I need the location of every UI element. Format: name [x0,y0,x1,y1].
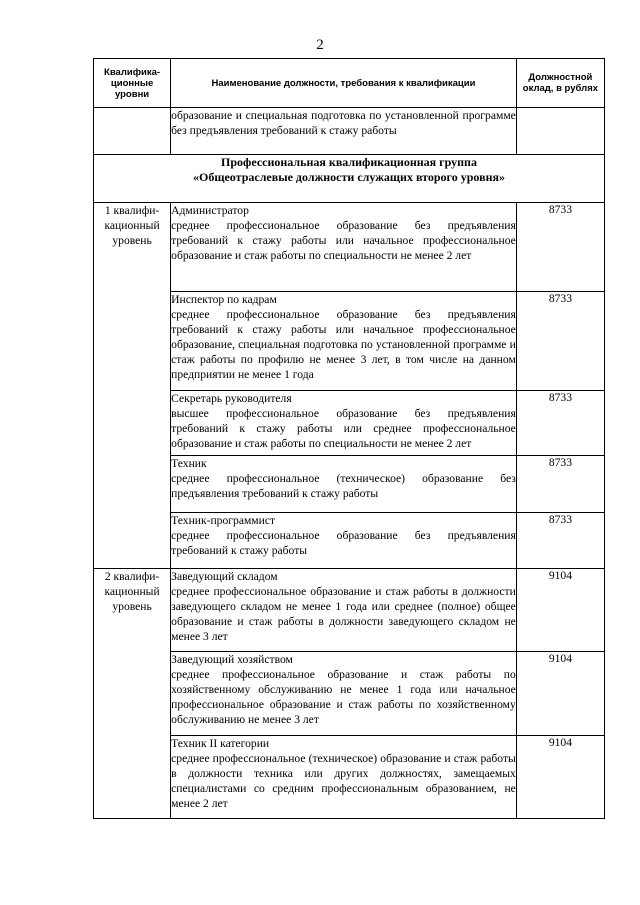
header-salary: Должностной оклад, в рублях [516,59,604,108]
level-1-label: 1 квалифи-кационный уровень [94,203,171,569]
page-number: 2 [316,37,324,53]
position-requirements: среднее профессиональное образование и стаж работы по хозяйственному обслуживанию не менее 1 года или начальное профессиональное образование и стаж работы по хозяйственному обслуживанию не менее 3 лет [171,668,516,726]
continuation-level-cell [94,108,171,155]
continuation-salary-cell [516,108,604,155]
salary-value: 8733 [516,391,604,456]
position-cell [171,736,517,819]
table-row [94,652,605,736]
position-cell [171,652,517,736]
position-title: Техник II категории [171,737,270,750]
continuation-text: образование и специальная подготовка по установленной программе без предъявления требований к стажу работы [171,108,517,155]
position-cell [171,456,517,513]
table-row [94,391,605,456]
table-row [94,569,605,652]
salary-value: 8733 [516,456,604,513]
header-qualification-levels: Квалифика-ционные уровни [94,59,171,108]
salary-value: 9104 [516,652,604,736]
position-cell [171,513,517,569]
table-row [94,736,605,819]
table-row [94,203,605,292]
position-cell [171,391,517,456]
position-title: Заведующий складом [171,570,278,583]
position-requirements: высшее профессиональное образование без предъявления требований к стажу работы или среднее профессиональное образование и стаж работы по специальности не менее 2 лет [171,407,516,450]
header-position-requirements: Наименование должности, требования к квалификации [171,59,517,108]
position-cell [171,569,517,652]
position-title: Заведующий хозяйством [171,653,293,666]
group-heading [94,155,605,203]
group-heading-line2: «Общеотраслевые должности служащих второго уровня» [193,170,505,184]
position-requirements: среднее профессиональное образование без предъявления требований к стажу работы или начальное профессиональное образование и стаж работы по специальности не менее 2 лет [171,219,516,262]
level-2-label: 2 квалифи-кационный уровень [94,569,171,819]
salary-value: 9104 [516,569,604,652]
position-requirements: среднее профессиональное (техническое) образование без предъявления требований к стажу работы [171,472,516,500]
position-title: Техник-программист [171,514,276,527]
group-heading-line1: Профессиональная квалификационная группа [221,155,477,169]
position-title: Администратор [171,204,249,217]
table-row [94,513,605,569]
position-cell [171,292,517,391]
group-heading-row [94,155,605,203]
salary-value: 8733 [516,513,604,569]
position-requirements: среднее профессиональное образование и стаж работы в должности заведующего складом не менее 1 года или среднее (полное) общее образование и стаж работы в должности заведующего складом не менее 3 лет [171,585,516,643]
qualification-table [93,58,605,819]
table-row [94,292,605,391]
position-requirements: среднее профессиональное образование без предъявления требований к стажу работы [171,529,516,557]
position-requirements: среднее профессиональное образование без предъявления требований к стажу работы или начальное профессиональное образование, специальная подготовка по установленной программе и стаж работы по профилю не менее 3 лет, в том числе на данном предприятии не менее 1 года [171,308,516,381]
continuation-row [94,108,605,155]
position-title: Техник [171,457,207,470]
salary-value: 9104 [516,736,604,819]
table-row [94,456,605,513]
position-cell [171,203,517,292]
position-title: Инспектор по кадрам [171,293,277,306]
table-header-row [94,59,605,108]
salary-value: 8733 [516,203,604,292]
position-requirements: среднее профессиональное (техническое) образование и стаж работы в должности техника или других должностях, замещаемых специалистами со средним профессиональным образованием, не менее 2 лет [171,752,516,810]
salary-value: 8733 [516,292,604,391]
position-title: Секретарь руководителя [171,392,292,405]
